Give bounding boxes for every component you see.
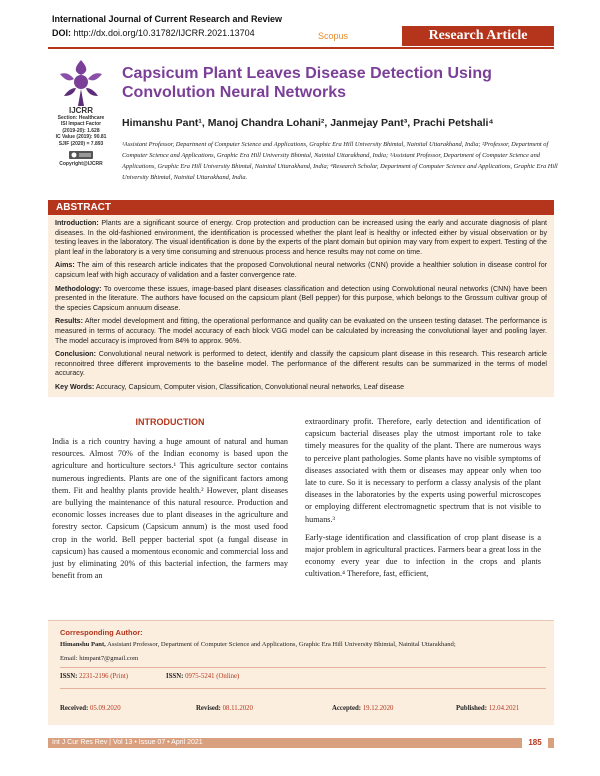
affiliations: ¹Assistant Professor, Department of Computer Science and Applications, Graphic Era Hill University Bhimtal, Nainital Uttarakhand, India; ²Professor, Department of Computer Science and Applications, Graphic Era Hill University Bhimtal, Nainital Uttarakhand, India; ³Assistant Professor, Department of Computer Science and Applications, Graphic Era Hill University Bhimtal, Nainital Uttarakhand, India; ⁴Research Scholar, Department of Computer Science and Applications, Graphic Era Hill University Bhimtal, Nainital Uttarakhand, India. [122, 141, 558, 181]
logo-isi: ISI Impact Factor [60, 121, 102, 128]
issn-online [166, 673, 239, 680]
issn-online-label: ISSN: [166, 673, 184, 680]
accepted-date [332, 705, 393, 712]
abstract-conclusion-label: Conclusion: [55, 350, 96, 359]
corresponding-author-email[interactable]: Email: himpant7@gmail.com [60, 655, 139, 662]
corr-name-bold: Himanshu Pant, [60, 641, 106, 648]
abstract-methodology [55, 285, 547, 314]
received-date [60, 705, 121, 712]
abstract-introduction [55, 219, 547, 257]
logo-isi-value: (2019-20): 1.628 [62, 127, 100, 134]
journal-name: International Journal of Current Research and Review [52, 14, 283, 24]
footer-citation: Int J Cur Res Rev | Vol 13 • Issue 07 • April 2021 [52, 739, 203, 746]
issn-print-label: ISSN: [60, 673, 78, 680]
corr-divider [60, 667, 546, 668]
logo-ic: IC Value (2019): 90.81 [55, 134, 107, 141]
abstract-results-label: Results: [55, 317, 83, 326]
header-divider [48, 47, 554, 49]
logo-copyright: Copyright@IJCRR [59, 161, 103, 168]
abstract-introduction-label: Introduction: [55, 219, 99, 227]
abstract-aims [55, 261, 547, 280]
abstract-results-text: After model development and fitting, the operational performance and quality can be evaluated on the unseen testing dataset. The performance is measured in terms of accuracy. The model accuracy of each block VGG model can be calculated by increasing the convolutional layer and pooling layer. The model accuracy is improved from 84% to approx. 96%. [55, 317, 547, 345]
revised-value: 08.11.2020 [222, 705, 253, 712]
doi[interactable] [52, 28, 255, 38]
abstract-heading: ABSTRACT [48, 200, 554, 215]
revised-date [196, 705, 253, 712]
introduction-paragraph: India is a rich country having a huge amount of natural and human resources. Almost 70% of the Indian economy is based upon the agriculture and horticulture sectors.¹ This agriculture sector contains numerous ingredients. Plants are one of the significant factors among them. Fit and healthy plants provide health.² However, plant diseases are bullying the maintenance of this natural resource. Production and economic losses increases due to plant diseases in the agriculture and forestry sector. Capsicum (Capsicum annum) is the most used food crop in the world. Bell pepper bacterial spot (a fungal disease in capsicum) has caused a momentous economic and commercial loss and just by eliminating 20% of this bacterial infection, the farmers may benefit from an [52, 437, 288, 581]
corr-detail: Assistant Professor, Department of Computer Science and Applications, Graphic Era Hill University Bhimtal, Nainital Uttarakhand; [105, 641, 456, 648]
abstract-aims-text: The aim of this research article indicates that the proposed Convolutional neural networks (CNN) provide a healthier solution in disease control for capsicum leaf with high accuracy of validation and a faster convergence rate. [55, 261, 547, 279]
abstract-keywords [55, 383, 547, 393]
introduction-heading: INTRODUCTION [135, 417, 205, 427]
abstract-conclusion [55, 350, 547, 379]
page-number: 185 [522, 737, 548, 749]
received-label: Received: [60, 705, 89, 712]
abstract-keywords-label: Key Words: [55, 382, 95, 391]
logo-sjif: SJIF (2020) = 7.893 [58, 140, 104, 147]
corr-divider [60, 688, 546, 689]
scopus-label: Scopus [318, 31, 349, 41]
introduction-paragraph: Early-stage identification and classification of crop plant disease is a major problem in agricultural practices. Farmers bear a great loss in the economy every year due to infection in the crops and plants cultivation.⁴ Therefore, fast, efficient, [305, 532, 541, 579]
published-date [456, 705, 519, 712]
accepted-label: Accepted: [332, 705, 362, 712]
issn-print [60, 673, 128, 680]
article-type-badge: Research Article [402, 26, 554, 46]
introduction-right-column [305, 416, 541, 587]
abstract-methodology-text: To overcome these issues, image-based plant diseases classification and detection using Convolutional neural networks (CNN) have been presented in the literature. The authors have focused on the capsicum plant (Bell pepper) for this purpose, which belongs to the Grossum cultivar group of the species Capsicum annuum disease. [55, 284, 548, 312]
doi-label: DOI: [52, 28, 71, 38]
abstract-introduction-text: Plants are a significant source of energy. Crop protection and production can be increased using the early and accurate diagnosis of plant diseases. In the old-fashioned environment, the identification is processed whether the plant leaf is healthy or infected either by visual observation or by testing leaves in the laboratory. The visual identification is done by the experts of the plant domain but opinion may vary from expert to expert. Testing of the plant leaf in the laboratory is a very time consuming and strenuous process and hence results may not come on time. [55, 219, 547, 256]
introduction-paragraph: extraordinary profit. Therefore, early detection and identification of capsicum bacterial diseases play the utmost important role to take timely measures for the quality of the plant. There are numerous ways to perceive plant pathologies. Some plants have no visible symptoms of diseases associated with them or diseases may appear only when too late to cure. So it is necessary to perform a classy analysis of the plant diseases in the laboratories by the experts using powerful microscopes or employing different electromagnetic spectrum that is not visible to humans.³ [305, 417, 541, 524]
logo-cc-icon [48, 151, 114, 162]
abstract-body [48, 215, 554, 397]
logo-section: Section: Healthcare [57, 114, 105, 121]
received-value: 05.09.2020 [90, 705, 121, 712]
doi-value[interactable]: http://dx.doi.org/10.31782/IJCRR.2021.13704 [73, 28, 255, 38]
published-value: 12.04.2021 [488, 705, 520, 712]
revised-label: Revised: [196, 705, 221, 712]
corresponding-author-title: Corresponding Author: [60, 628, 143, 637]
published-label: Published: [456, 705, 487, 712]
abstract-results [55, 317, 547, 346]
issn-online-value: 0975-5241 (Online) [185, 673, 240, 680]
author-list: Himanshu Pant¹, Manoj Chandra Lohani², Janmejay Pant³, Prachi Petshali⁴ [122, 117, 494, 129]
abstract-keywords-text: Accuracy, Capsicum, Computer vision, Classification, Convolutional neural networks, Leaf disease [95, 382, 405, 391]
accepted-value: 19.12.2020 [362, 705, 394, 712]
introduction-left-column [52, 436, 288, 588]
logo-text [48, 108, 114, 168]
abstract-aims-label: Aims: [55, 261, 75, 270]
ijcrr-logo-icon [54, 58, 108, 108]
abstract-conclusion-text: Convolutional neural network is performed to detect, identify and classify the capsicum plant disease in this research. This research article reconnoitred three different improvements to the baseline model. The performance of the different results can be summarized in the terms of model accuracy. [55, 350, 547, 378]
article-title: Capsicum Plant Leaves Disease Detection Using Convolution Neural Networks [122, 65, 492, 101]
issn-print-value: 2231-2196 (Print) [79, 673, 128, 680]
corresponding-author-name [60, 641, 546, 648]
logo-name: IJCRR [68, 106, 93, 115]
abstract-methodology-label: Methodology: [55, 284, 102, 293]
